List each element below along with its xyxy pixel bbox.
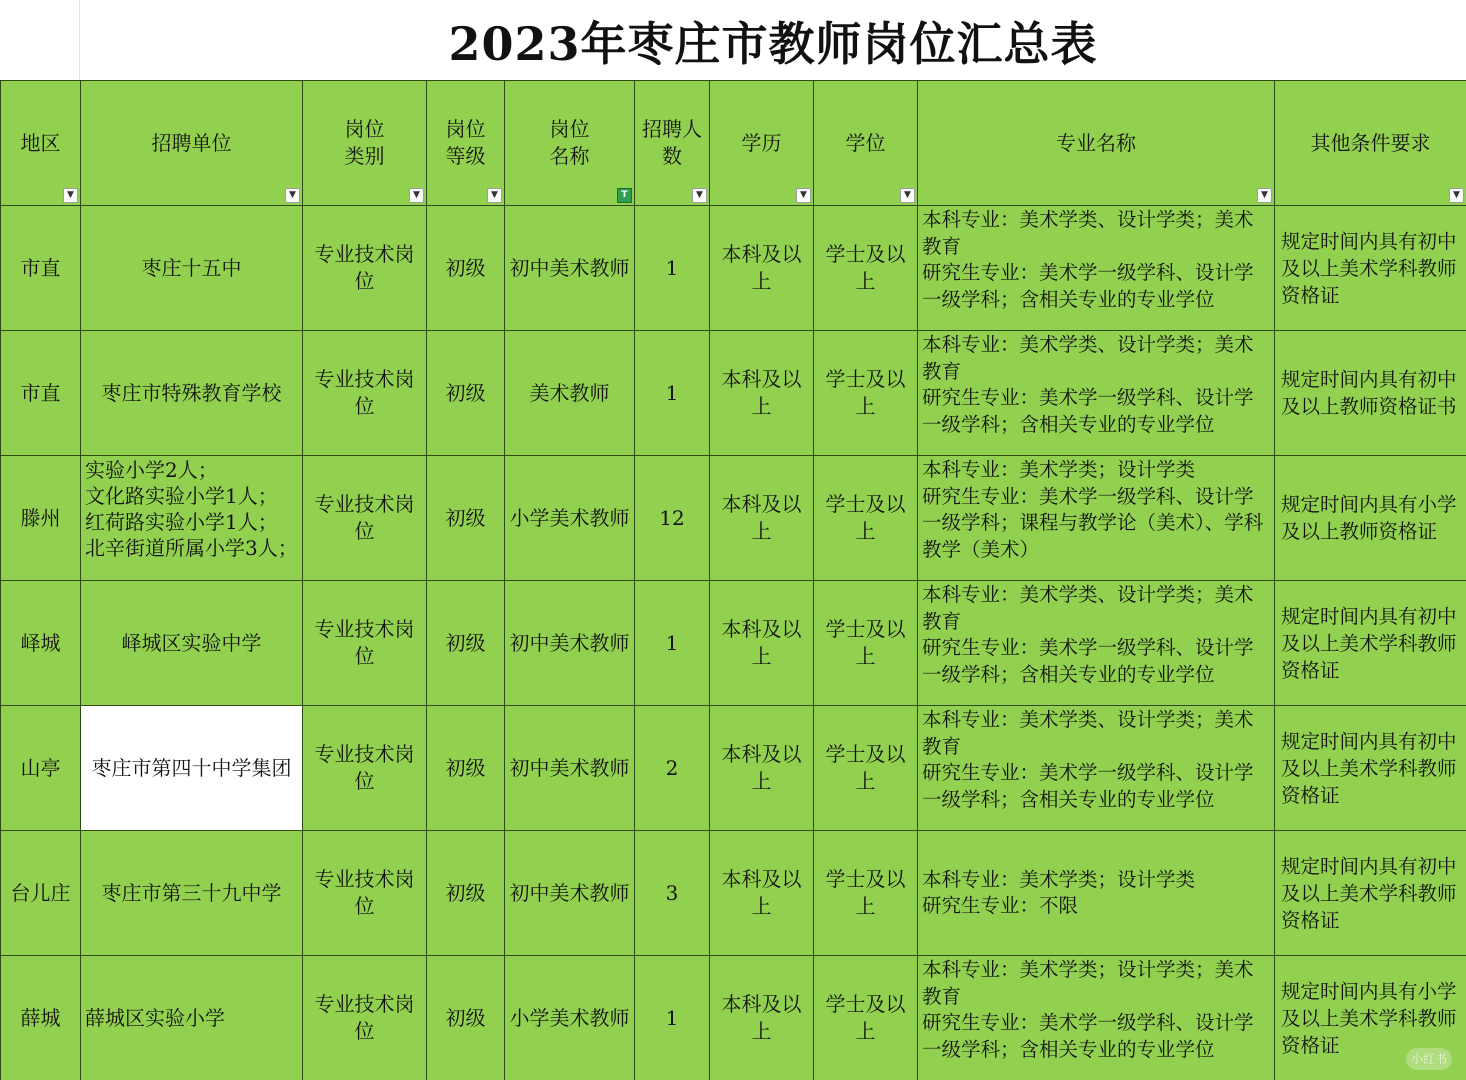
title-row — [0, 0, 1466, 80]
cell-major[interactable] — [918, 581, 1275, 706]
header-row — [1, 81, 1466, 206]
sheet-title: 2023年枣庄市教师岗位汇总表 — [448, 17, 1098, 71]
cell-count[interactable]: 1 — [635, 956, 710, 1080]
header-major-label: 专业名称 — [1056, 130, 1136, 155]
job-table — [0, 80, 1466, 1080]
cell-level[interactable]: 初级 — [427, 456, 505, 581]
header-degree-label: 学位 — [845, 130, 886, 155]
title-blank-cell[interactable] — [0, 0, 80, 80]
table-row — [1, 581, 1466, 706]
filter-dropdown-icon[interactable]: ▼ — [285, 188, 300, 203]
cell-count[interactable]: 1 — [635, 206, 710, 331]
cell-education[interactable]: 本科及以上 — [710, 581, 814, 706]
header-name-label: 岗位 名称 — [549, 117, 590, 168]
cell-other[interactable]: 规定时间内具有初中及以上美术学科教师资格证 — [1275, 581, 1466, 706]
header-name[interactable] — [505, 81, 635, 206]
header-other-label: 其他条件要求 — [1310, 130, 1431, 155]
cell-degree[interactable]: 学士及以上 — [814, 206, 918, 331]
cell-major[interactable] — [918, 331, 1275, 456]
cell-region[interactable]: 薛城 — [1, 956, 81, 1080]
cell-category[interactable]: 专业技术岗位 — [303, 456, 427, 581]
cell-count[interactable]: 3 — [635, 831, 710, 956]
cell-region[interactable]: 市直 — [1, 206, 81, 331]
cell-major-text: 本科专业：美术学类；设计学类 研究生专业：美术学一级学科、设计学一级学科；课程与教学论（美术）、学科教学（美术） — [922, 458, 1264, 561]
cell-major-text: 本科专业：美术学类；设计学类；美术教育 研究生专业：美术学一级学科、设计学一级学科；含相关专业的专业学位 — [922, 958, 1254, 1061]
cell-degree[interactable]: 学士及以上 — [814, 706, 918, 831]
cell-education[interactable]: 本科及以上 — [710, 456, 814, 581]
cell-name[interactable]: 初中美术教师 — [505, 831, 635, 956]
cell-category[interactable]: 专业技术岗位 — [303, 831, 427, 956]
cell-count[interactable]: 1 — [635, 331, 710, 456]
filter-active-icon[interactable]: T — [617, 188, 632, 203]
cell-major-text: 本科专业：美术学类；设计学类 研究生专业：不限 — [922, 867, 1196, 917]
cell-major[interactable] — [918, 206, 1275, 331]
cell-degree[interactable]: 学士及以上 — [814, 456, 918, 581]
filter-dropdown-icon[interactable]: ▼ — [1449, 188, 1464, 203]
cell-major[interactable] — [918, 456, 1275, 581]
cell-level[interactable]: 初级 — [427, 706, 505, 831]
cell-education[interactable]: 本科及以上 — [710, 331, 814, 456]
cell-unit[interactable]: 枣庄市第三十九中学 — [81, 831, 303, 956]
cell-unit[interactable]: 枣庄市特殊教育学校 — [81, 331, 303, 456]
cell-unit-selected[interactable]: 枣庄市第四十中学集团 — [81, 706, 303, 831]
cell-other[interactable]: 规定时间内具有初中及以上美术学科教师资格证 — [1275, 706, 1466, 831]
cell-name[interactable]: 初中美术教师 — [505, 206, 635, 331]
header-count-label: 招聘人 数 — [642, 117, 702, 168]
cell-unit[interactable]: 枣庄十五中 — [81, 206, 303, 331]
cell-major[interactable] — [918, 956, 1275, 1080]
cell-level[interactable]: 初级 — [427, 956, 505, 1080]
cell-major-text: 本科专业：美术学类、设计学类；美术教育 研究生专业：美术学一级学科、设计学一级学科；含相关专业的专业学位 — [922, 333, 1254, 436]
cell-level[interactable]: 初级 — [427, 581, 505, 706]
table-row — [1, 956, 1466, 1080]
cell-other[interactable]: 规定时间内具有初中及以上美术学科教师资格证 — [1275, 206, 1466, 331]
filter-dropdown-icon[interactable]: ▼ — [63, 188, 78, 203]
cell-region[interactable]: 峄城 — [1, 581, 81, 706]
header-other[interactable] — [1275, 81, 1466, 206]
cell-degree[interactable]: 学士及以上 — [814, 581, 918, 706]
cell-education[interactable]: 本科及以上 — [710, 831, 814, 956]
cell-name[interactable]: 初中美术教师 — [505, 706, 635, 831]
table-row — [1, 331, 1466, 456]
cell-degree[interactable]: 学士及以上 — [814, 831, 918, 956]
cell-degree[interactable]: 学士及以上 — [814, 956, 918, 1080]
cell-other-text: 规定时间内具有小学及以上美术学科教师资格证 — [1281, 979, 1457, 1057]
cell-name[interactable]: 小学美术教师 — [505, 456, 635, 581]
filter-dropdown-icon[interactable]: ▼ — [900, 188, 915, 203]
header-level-label: 岗位 等级 — [445, 117, 486, 168]
table-row — [1, 456, 1466, 581]
cell-unit-text: 实验小学2人； 文化路实验小学1人； 红荷路实验小学1人； 北辛街道所属小学3人； — [85, 458, 298, 560]
cell-unit[interactable] — [81, 456, 303, 581]
header-education[interactable] — [710, 81, 814, 206]
cell-education[interactable]: 本科及以上 — [710, 956, 814, 1080]
cell-unit[interactable]: 薛城区实验小学 — [81, 956, 303, 1080]
cell-category[interactable]: 专业技术岗位 — [303, 956, 427, 1080]
cell-count[interactable]: 2 — [635, 706, 710, 831]
cell-category[interactable]: 专业技术岗位 — [303, 581, 427, 706]
cell-count[interactable]: 12 — [635, 456, 710, 581]
cell-level[interactable]: 初级 — [427, 331, 505, 456]
cell-region[interactable]: 滕州 — [1, 456, 81, 581]
cell-name[interactable]: 小学美术教师 — [505, 956, 635, 1080]
table-row — [1, 706, 1466, 831]
header-education-label: 学历 — [741, 130, 782, 155]
cell-degree[interactable]: 学士及以上 — [814, 331, 918, 456]
header-unit-label: 招聘单位 — [151, 130, 232, 155]
cell-region[interactable]: 市直 — [1, 331, 81, 456]
cell-region[interactable]: 台儿庄 — [1, 831, 81, 956]
cell-major-text: 本科专业：美术学类、设计学类；美术教育 研究生专业：美术学一级学科、设计学一级学科；含相关专业的专业学位 — [922, 708, 1254, 811]
filter-dropdown-icon[interactable]: ▼ — [796, 188, 811, 203]
cell-count[interactable]: 1 — [635, 581, 710, 706]
cell-name[interactable]: 初中美术教师 — [505, 581, 635, 706]
header-category[interactable] — [303, 81, 427, 206]
filter-dropdown-icon[interactable]: ▼ — [1257, 188, 1272, 203]
filter-dropdown-icon[interactable]: ▼ — [409, 188, 424, 203]
filter-dropdown-icon[interactable]: ▼ — [692, 188, 707, 203]
cell-category[interactable]: 专业技术岗位 — [303, 206, 427, 331]
cell-major-text: 本科专业：美术学类、设计学类；美术教育 研究生专业：美术学一级学科、设计学一级学科；含相关专业的专业学位 — [922, 583, 1254, 686]
cell-category[interactable]: 专业技术岗位 — [303, 706, 427, 831]
header-unit[interactable] — [81, 81, 303, 206]
watermark-badge: 小红书 — [1406, 1048, 1452, 1070]
cell-level[interactable]: 初级 — [427, 206, 505, 331]
cell-other[interactable]: 规定时间内具有小学及以上教师资格证 — [1275, 456, 1466, 581]
cell-level[interactable]: 初级 — [427, 831, 505, 956]
cell-name[interactable]: 美术教师 — [505, 331, 635, 456]
cell-other[interactable]: 规定时间内具有初中及以上美术学科教师资格证 — [1275, 831, 1466, 956]
header-count[interactable] — [635, 81, 710, 206]
header-region[interactable] — [1, 81, 81, 206]
cell-major[interactable] — [918, 831, 1275, 956]
header-major[interactable] — [918, 81, 1275, 206]
filter-dropdown-icon[interactable]: ▼ — [487, 188, 502, 203]
cell-major[interactable] — [918, 706, 1275, 831]
cell-unit[interactable]: 峄城区实验中学 — [81, 581, 303, 706]
header-level[interactable] — [427, 81, 505, 206]
cell-education[interactable]: 本科及以上 — [710, 706, 814, 831]
cell-category[interactable]: 专业技术岗位 — [303, 331, 427, 456]
table-row — [1, 206, 1466, 331]
table-row — [1, 831, 1466, 956]
cell-major-text: 本科专业：美术学类、设计学类；美术教育 研究生专业：美术学一级学科、设计学一级学科；含相关专业的专业学位 — [922, 208, 1254, 311]
cell-other[interactable]: 规定时间内具有初中及以上教师资格证书 — [1275, 331, 1466, 456]
header-category-label: 岗位 类别 — [344, 117, 385, 168]
cell-education[interactable]: 本科及以上 — [710, 206, 814, 331]
cell-region[interactable]: 山亭 — [1, 706, 81, 831]
header-region-label: 地区 — [20, 130, 61, 155]
header-degree[interactable] — [814, 81, 918, 206]
